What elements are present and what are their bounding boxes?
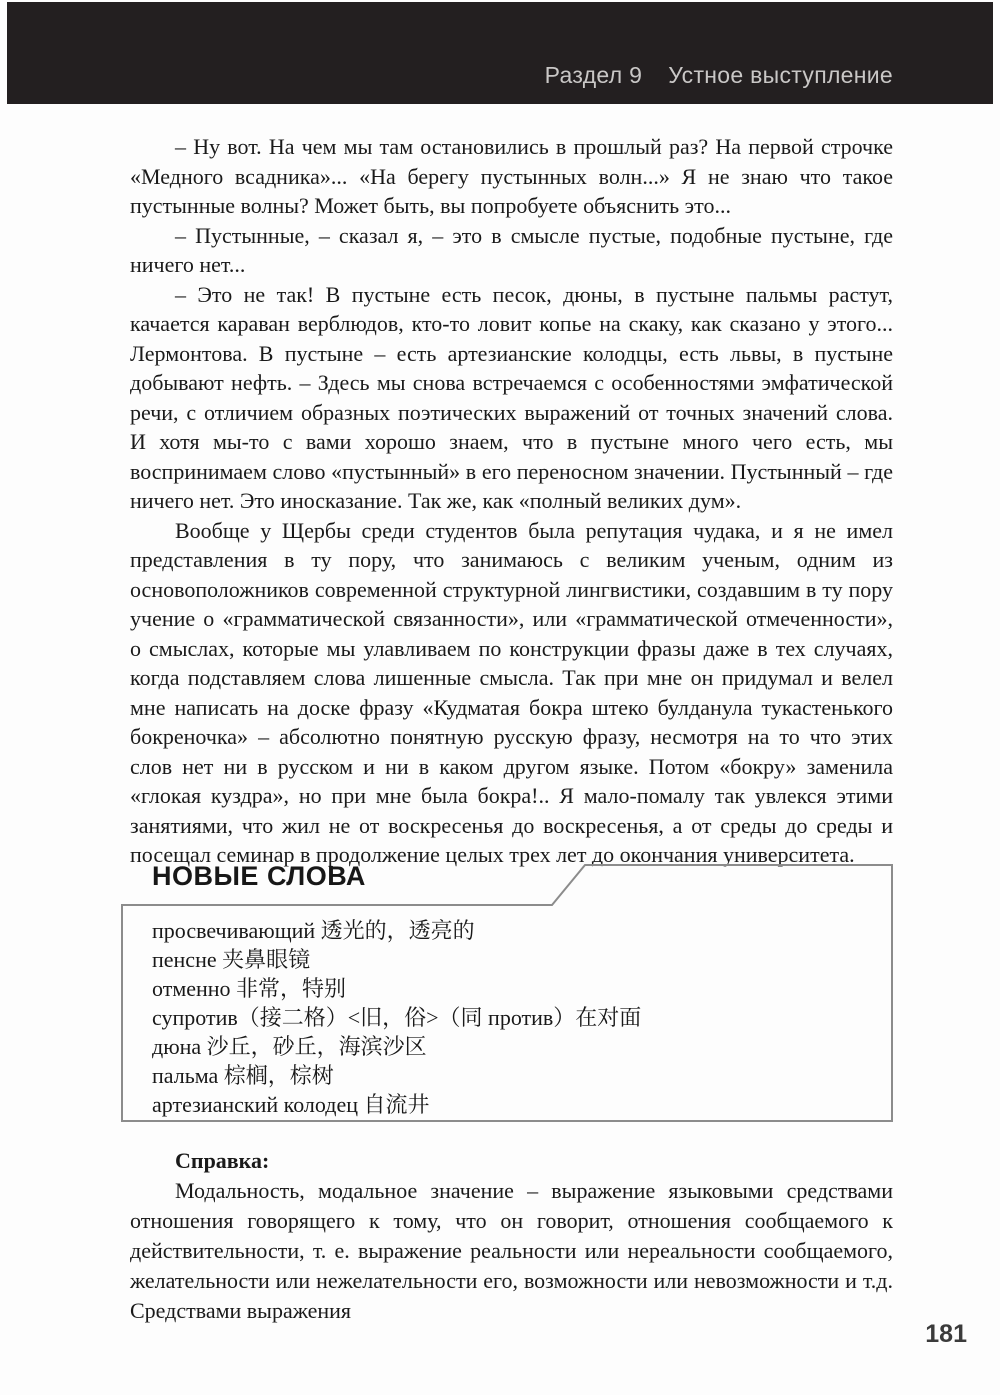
vocab-heading: НОВЫЕ СЛОВА [152,861,366,891]
vocab-item: артезианский колодец 自流井 [152,1092,430,1117]
chapter-header-band [7,2,993,104]
reference-text: Модальность, модальное значение – выражение языковыми средствами отношения говорящего к тому, что он говорит, отношения сообщаемого к действительности, т. е. выражение реальности или нереальности сообщаемого, желательности или нежелательности его, возможности или невозможности и т.д. Средствами выражения [130,1178,893,1323]
paragraph-dialogue-2: – Пустынные, – сказал я, – это в смысле пустые, подобные пустыне, где ничего нет... [130,222,893,277]
paragraph-dialogue-3: – Это не так! В пустыне есть песок, дюны, в пустыне пальмы растут, качается караван верблюдов, кто-то ловит копье на скаку, как сказано у этого... Лермонтова. В пустыне – есть артезианские колодцы, есть львы, в пустыне добывают нефть. – Здесь мы снова встречаемся с особенностями эмфатической речи, с отличием образных поэтических выражений от точных значений слова. И хотя мы-то с вами хорошо знаем, что в пустыне много чего есть, мы воспринимаем слово «пустынный» в его переносном значении. Пустынный – где ничего нет. Это иносказание. Так же, как «полный великих дум». [130,281,893,513]
chapter-number: Раздел 9 [544,62,643,88]
vocab-item: дюна 沙丘，砂丘，海滨沙区 [152,1034,427,1059]
vocab-item: супротив（接二格）<旧，俗>（同 против）在对面 [152,1005,642,1030]
main-text [130,132,893,870]
vocab-item: пальма 棕榈，棕树 [152,1063,334,1088]
vocab-item: пенсне 夹鼻眼镜 [152,947,311,972]
reference-heading: Справка: [175,1148,270,1173]
chapter-title: Устное выступление [668,62,893,88]
vocab-list [152,916,867,1119]
vocab-item: просвечивающий 透光的，透亮的 [152,918,475,943]
paragraph-dialogue-1: – Ну вот. На чем мы там остановились в прошлый раз? На первой строчке «Медного всадника»... «На берегу пустынных волн...» Я не знаю что такое пустынные волны? Может быть, вы попробуете объяснить это... [130,134,893,218]
page-number: 181 [925,1320,967,1348]
paragraph-narrative: Вообще у Щербы среди студентов была репутация чудака, и я не имел представления в ту пору, что занимаюсь с великим ученым, одним из основоположников современной структурной лингвистики, создавшим в ту пору учение о «грамматической связанности», или «грамматической отмеченности», о смыслах, которые мы улавливаем по конструкции фразы даже в тех случаях, когда подставляем слова лишенные смысла. Так при мне он придумал и велел мне написать на доске фразу «Кудматая бокра штеко булданула тукастенького бокреночка» – абсолютно понятную русскую фразу, несмотря на то что этих слов нет ни в русском и ни в каком другом языке. Потом «бокру» заменила «глокая куздра», но при мне была бокра!.. Я мало-помалу так увлекся этими занятиями, что жил не от воскресенья до воскресенья, а от среды до среды и посещал семинар в продолжение целых трех лет до окончания университета. [130,517,893,867]
reference-section [130,1146,893,1326]
vocab-item: отменно 非常，特别 [152,976,347,1001]
